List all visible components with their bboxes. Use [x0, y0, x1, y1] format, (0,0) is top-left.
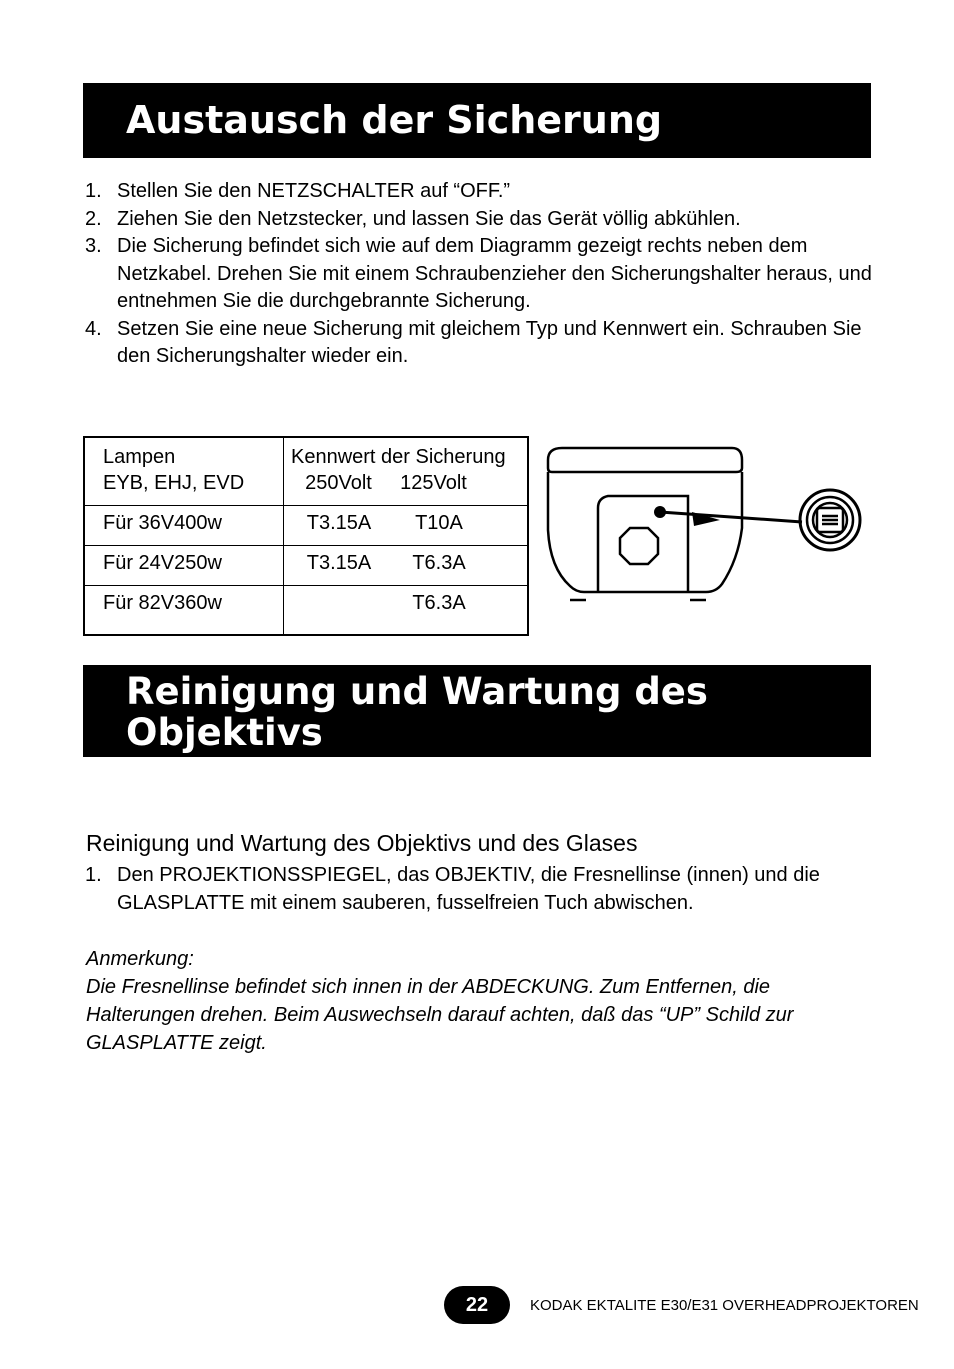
- lamp-cell: Für 36V400w: [103, 511, 222, 534]
- v125-cell: T6.3A: [412, 551, 466, 574]
- v250-cell: T3.15A: [306, 551, 372, 574]
- section-title-line2: Objektivs: [126, 711, 323, 754]
- section-title-line1: Reinigung und Wartung des: [126, 670, 708, 713]
- section-title-lens: [83, 665, 871, 757]
- col-250-label: 250Volt: [305, 472, 372, 494]
- note-block: [86, 945, 876, 1057]
- list-item: 1. Den PROJEKTIONSSPIEGEL, das OBJEKTIV, die Fresnellinse (innen) und die GLASPLATTE mit einem sauberen, fusselfreien Tuch abwischen.: [85, 864, 820, 914]
- fuse-location-diagram: [540, 438, 880, 608]
- cleaning-subheading: Reinigung und Wartung des Objektivs und des Glases: [86, 830, 638, 856]
- projector-body: [548, 472, 742, 592]
- fuse-dot-icon: [654, 506, 666, 518]
- note-text: Die Fresnellinse befindet sich innen in der ABDECKUNG. Zum Entfernen, die Halterungen drehen. Beim Auswechseln darauf achten, daß das “UP” Schild zur GLASPLATTE zeigt.: [86, 976, 794, 1054]
- fuse-rating-table: [83, 436, 529, 636]
- projector-lid: [548, 448, 742, 472]
- note-label: Anmerkung:: [86, 948, 194, 970]
- fuse-steps-list: [85, 178, 885, 371]
- list-item: 2. Ziehen Sie den Netzstecker, und lassen Sie das Gerät völlig abkühlen.: [85, 207, 741, 230]
- v250-cell: [284, 592, 394, 615]
- list-item: 4. Setzen Sie eine neue Sicherung mit gleichem Typ und Kennwert ein. Schrauben Sie den Sicherungshalter wieder ein.: [85, 317, 862, 367]
- power-socket-icon: [620, 528, 658, 564]
- table-row: [84, 545, 528, 585]
- lamps-types: EYB, EHJ, EVD: [103, 472, 245, 494]
- table-row: [84, 505, 528, 545]
- table-header-row: [84, 437, 528, 505]
- section-title-fuse: [83, 83, 871, 158]
- list-item: 1. Stellen Sie den NETZSCHALTER auf “OFF.”: [85, 180, 511, 202]
- lamps-label: Lampen: [103, 446, 176, 468]
- cleaning-steps-list: [85, 862, 885, 917]
- table-row: [84, 585, 528, 635]
- rating-label: Kennwert der Sicherung: [291, 446, 506, 468]
- lamp-cell: Für 82V360w: [103, 591, 222, 614]
- page-number-badge: 22: [444, 1286, 510, 1324]
- footer-title: KODAK EKTALITE E30/E31 OVERHEADPROJEKTOREN: [530, 1297, 919, 1314]
- v250-cell: T3.15A: [306, 511, 372, 534]
- side-panel: [598, 496, 688, 592]
- v125-cell: T10A: [415, 511, 463, 534]
- pointer-line: [660, 512, 802, 522]
- list-item: 3. Die Sicherung befindet sich wie auf dem Diagramm gezeigt rechts neben dem Netzkabel. Drehen Sie mit einem Schraubenzieher den Sicherungshalter heraus, und entnehmen Sie die durchgebrannte Sicherung.: [85, 235, 872, 312]
- section-title-text: Austausch der Sicherung: [126, 98, 663, 142]
- v125-cell: T6.3A: [412, 591, 466, 614]
- lamp-cell: Für 24V250w: [103, 551, 222, 574]
- col-125-label: 125Volt: [400, 472, 467, 494]
